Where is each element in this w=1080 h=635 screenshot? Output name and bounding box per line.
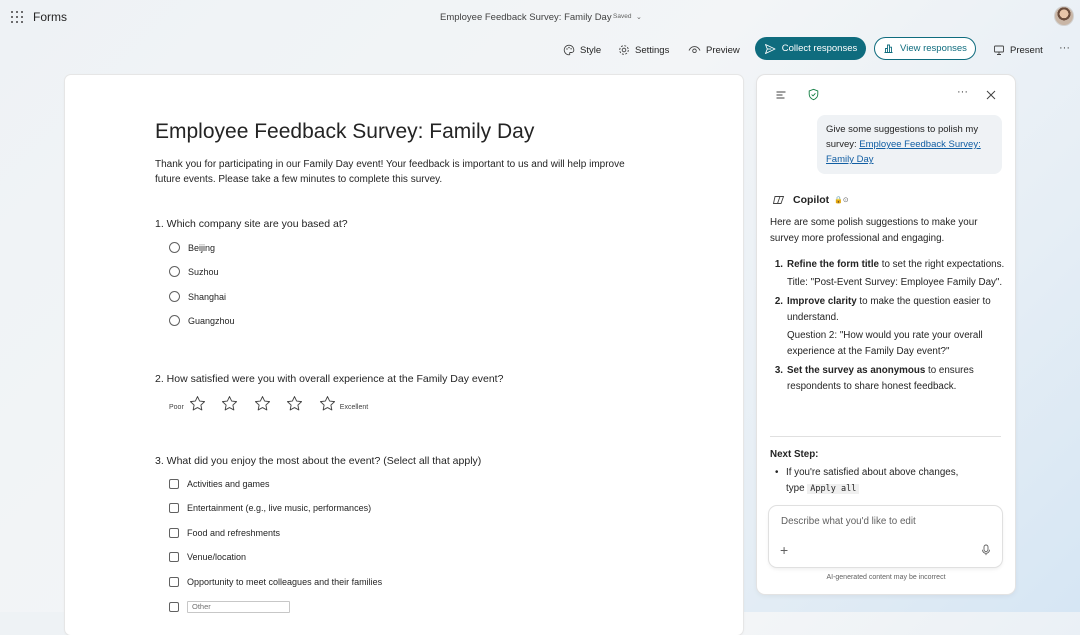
style-label: Style bbox=[580, 44, 602, 56]
checkbox[interactable] bbox=[169, 577, 179, 587]
settings-label: Settings bbox=[635, 44, 670, 56]
option-label: Opportunity to meet colleagues and their families bbox=[187, 577, 383, 587]
history-menu-icon[interactable] bbox=[775, 88, 787, 106]
copilot-header bbox=[772, 194, 849, 206]
suggestion-number: 3. bbox=[774, 365, 783, 376]
copilot-name: Copilot bbox=[793, 194, 830, 206]
checkbox[interactable] bbox=[169, 552, 179, 562]
radio-option-suzhou[interactable] bbox=[169, 266, 219, 277]
more-options-icon[interactable]: ··· bbox=[1059, 42, 1070, 54]
protection-badge-icon[interactable]: 🔒⊙ bbox=[834, 197, 849, 204]
radio-option-beijing[interactable] bbox=[169, 242, 215, 253]
compose-input[interactable]: Describe what you'd like to edit bbox=[781, 516, 916, 527]
form-description[interactable]: Thank you for participating in our Family Day event! Your feedback is important to us and will help improve future events. Please take a few minutes to complete this survey. bbox=[155, 159, 625, 185]
ai-disclaimer: AI-generated content may be incorrect bbox=[826, 574, 946, 581]
form-canvas bbox=[65, 75, 743, 635]
option-label: Shanghai bbox=[188, 291, 227, 302]
star-icon[interactable] bbox=[319, 395, 336, 412]
add-icon[interactable]: + bbox=[780, 542, 789, 558]
suggestion-number: 2. bbox=[774, 296, 783, 307]
rating-high-label: Excellent bbox=[339, 404, 369, 411]
star-icon[interactable] bbox=[221, 395, 238, 412]
save-status[interactable]: Saved bbox=[613, 13, 632, 20]
suggestion-text: to make the question easier to understand. bbox=[787, 296, 991, 323]
rating-scale bbox=[169, 395, 368, 412]
next-step-continuation bbox=[786, 481, 926, 494]
form-title[interactable]: Employee Feedback Survey: Family Day bbox=[155, 120, 535, 143]
checkbox-option-venue[interactable] bbox=[169, 552, 246, 562]
collect-responses-button[interactable] bbox=[755, 37, 866, 60]
suggestion-item bbox=[770, 257, 1005, 291]
suggestion-text: to ensures respondents to share honest feedback. bbox=[787, 365, 974, 392]
radio-button[interactable] bbox=[169, 242, 180, 253]
checkbox[interactable] bbox=[169, 602, 179, 612]
present-button[interactable] bbox=[993, 41, 1043, 59]
checkbox-option-entertainment[interactable] bbox=[169, 503, 371, 513]
settings-button[interactable] bbox=[618, 41, 669, 59]
question-1-title[interactable]: 1. Which company site are you based at? bbox=[155, 218, 348, 230]
suggestion-list bbox=[770, 257, 1005, 398]
view-responses-button[interactable] bbox=[874, 37, 976, 60]
gear-icon bbox=[618, 44, 630, 56]
suggestion-detail: Title: "Post-Event Survey: Employee Family Day". bbox=[787, 277, 1003, 288]
palette-icon bbox=[563, 44, 575, 56]
question-3-title[interactable]: 3. What did you enjoy the most about the event? (Select all that apply) bbox=[155, 455, 482, 467]
next-step-text: If you're satisfied about above changes, bbox=[786, 467, 959, 478]
checkbox[interactable] bbox=[169, 503, 179, 513]
next-step-item: • If you're satisfied about above changes, bbox=[775, 465, 958, 481]
present-label: Present bbox=[1010, 44, 1043, 56]
close-icon[interactable] bbox=[985, 88, 997, 106]
chevron-down-icon[interactable]: ⌄ bbox=[636, 14, 642, 21]
question-2-title[interactable]: 2. How satisfied were you with overall experience at the Family Day event? bbox=[155, 373, 504, 385]
star-rating bbox=[189, 395, 336, 412]
survey-link[interactable]: Employee Feedback Survey: Family Day bbox=[826, 139, 981, 165]
option-label: Guangzhou bbox=[188, 315, 235, 326]
star-icon[interactable] bbox=[189, 395, 206, 412]
suggestion-title: Improve clarity bbox=[787, 296, 857, 307]
star-icon[interactable] bbox=[254, 395, 271, 412]
send-icon bbox=[764, 43, 776, 55]
suggestion-item bbox=[770, 363, 1005, 395]
top-bar bbox=[0, 0, 1080, 36]
checkbox[interactable] bbox=[169, 479, 179, 489]
radio-option-shanghai[interactable] bbox=[169, 291, 226, 302]
user-message bbox=[817, 115, 1002, 174]
suggestion-title: Set the survey as anonymous bbox=[787, 365, 926, 376]
suggestion-detail: Question 2: "How would you rate your overall experience at the Family Day event?" bbox=[787, 330, 983, 357]
user-message-text: Give some suggestions to polish my survey: bbox=[826, 124, 979, 150]
radio-button[interactable] bbox=[169, 266, 180, 277]
checkbox-option-food[interactable] bbox=[169, 528, 280, 538]
checkbox[interactable] bbox=[169, 528, 179, 538]
next-step-title: Next Step: bbox=[770, 449, 819, 460]
suggestion-number: 1. bbox=[774, 259, 783, 270]
app-launcher-icon[interactable] bbox=[11, 11, 23, 23]
more-options-icon[interactable]: ··· bbox=[957, 86, 968, 98]
suggestion-text: to set the right expectations. bbox=[879, 259, 1005, 270]
copilot-pane bbox=[757, 75, 1015, 594]
star-icon[interactable] bbox=[286, 395, 303, 412]
next-step-cut-text: type bbox=[786, 483, 808, 494]
microphone-icon[interactable] bbox=[981, 543, 991, 561]
option-label: Activities and games bbox=[187, 479, 270, 489]
preview-label: Preview bbox=[706, 44, 740, 56]
radio-button[interactable] bbox=[169, 315, 180, 326]
preview-button[interactable] bbox=[688, 41, 740, 59]
checkbox-option-other[interactable] bbox=[169, 601, 290, 613]
rating-low-label: Poor bbox=[169, 404, 184, 411]
shield-icon[interactable] bbox=[807, 88, 820, 106]
style-button[interactable] bbox=[563, 41, 601, 59]
collect-responses-label: Collect responses bbox=[781, 43, 858, 54]
copilot-intro: Here are some polish suggestions to make your survey more professional and engaging. bbox=[770, 217, 978, 244]
divider bbox=[770, 436, 1001, 437]
chart-icon bbox=[883, 43, 894, 54]
other-input[interactable]: Other bbox=[187, 601, 290, 613]
option-label: Entertainment (e.g., live music, performances) bbox=[187, 503, 372, 513]
compose-box[interactable] bbox=[769, 506, 1002, 567]
checkbox-option-activities[interactable] bbox=[169, 479, 270, 489]
view-responses-label: View responses bbox=[900, 43, 967, 54]
avatar[interactable] bbox=[1054, 6, 1074, 26]
apply-all-code: Apply all bbox=[807, 484, 859, 494]
present-icon bbox=[993, 44, 1005, 56]
document-title[interactable]: Employee Feedback Survey: Family Day bbox=[440, 12, 612, 23]
app-name[interactable]: Forms bbox=[33, 10, 67, 24]
option-label: Suzhou bbox=[188, 266, 219, 277]
option-label: Beijing bbox=[188, 242, 216, 253]
radio-option-guangzhou[interactable] bbox=[169, 315, 235, 326]
copilot-icon bbox=[772, 194, 785, 206]
checkbox-option-colleagues[interactable] bbox=[169, 577, 382, 587]
eye-icon bbox=[688, 44, 701, 56]
suggestion-title: Refine the form title bbox=[787, 259, 879, 270]
option-label: Venue/location bbox=[187, 552, 247, 562]
radio-button[interactable] bbox=[169, 291, 180, 302]
option-label: Food and refreshments bbox=[187, 528, 281, 538]
suggestion-item bbox=[770, 294, 1005, 360]
